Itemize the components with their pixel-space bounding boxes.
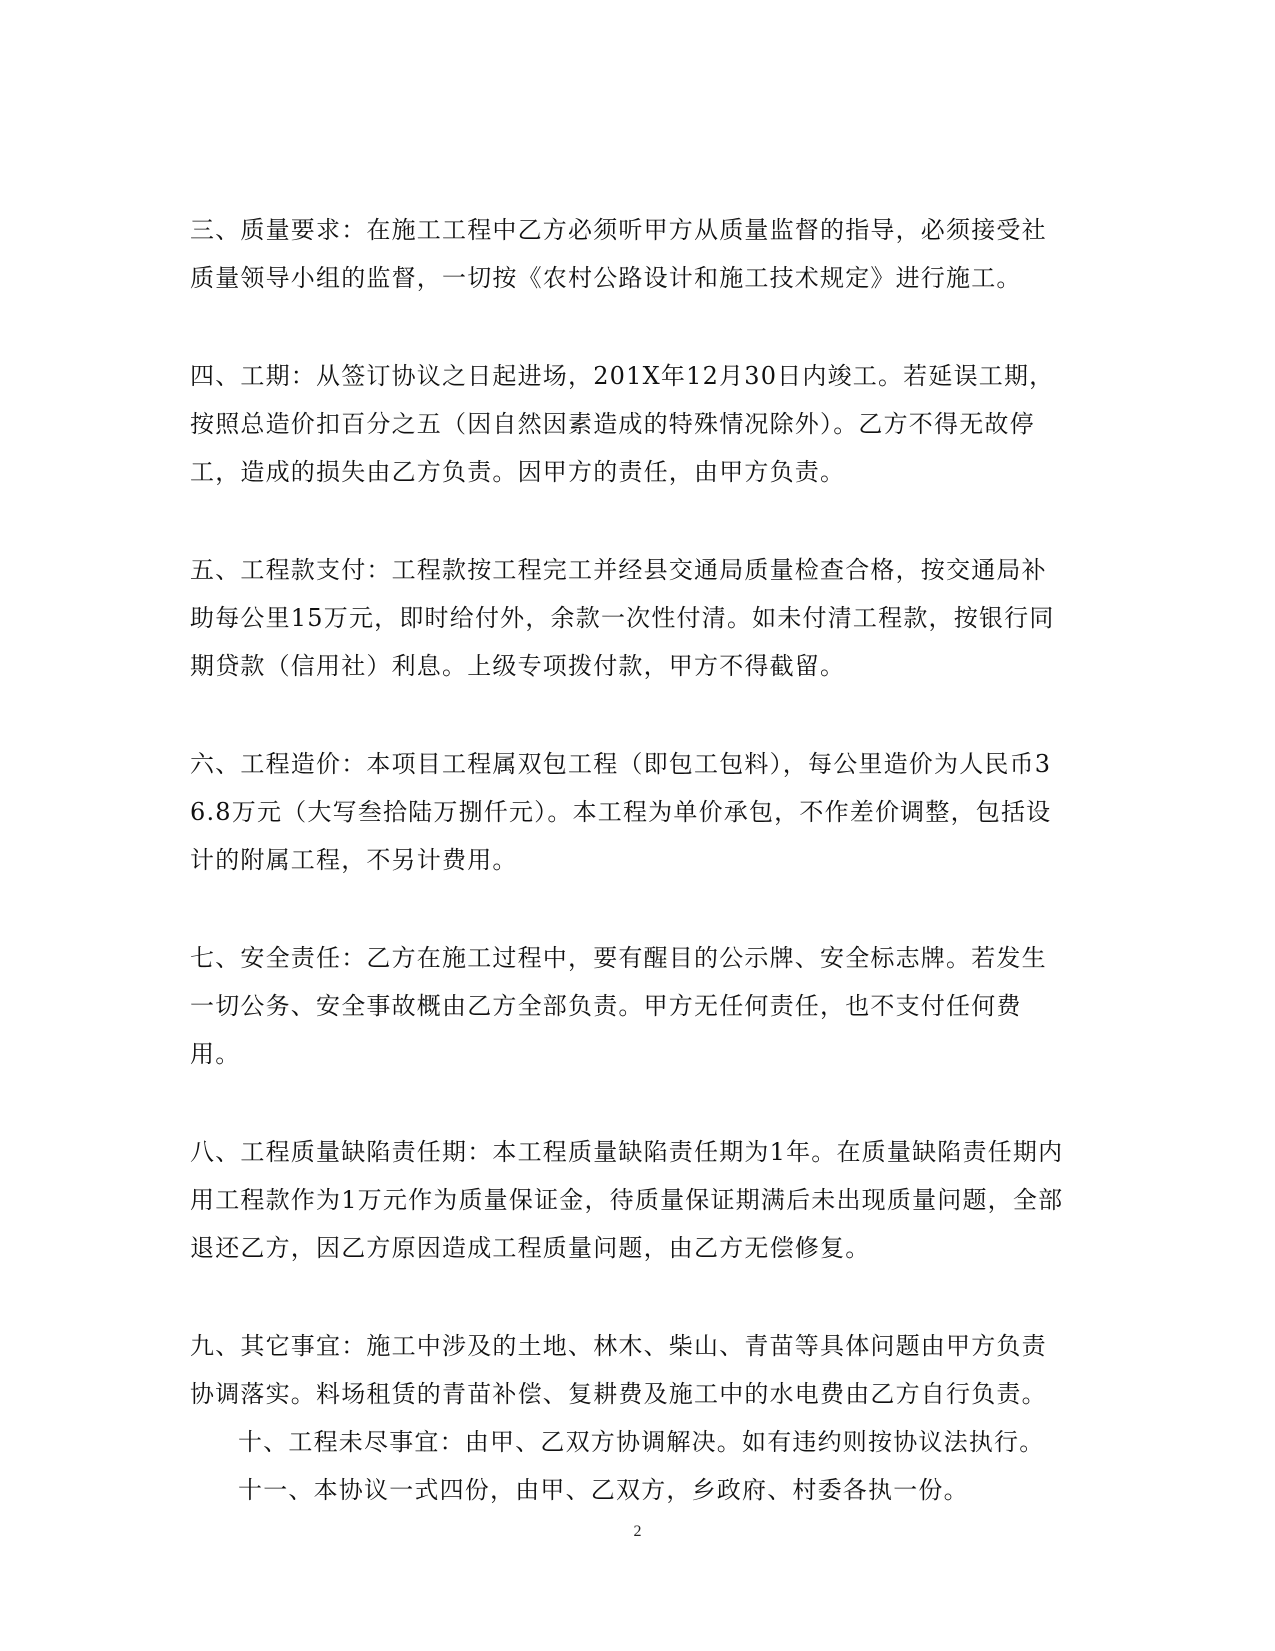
clause-8-warranty: 八、工程质量缺陷责任期：本工程质量缺陷责任期为1年。在质量缺陷责任期内用工程款作为1万元作为质量保证金，待质量保证期满后未出现质量问题，全部退还乙方，因乙方原因造成工程质量问题，由乙方无偿修复。	[190, 1138, 1064, 1262]
clause-5-payment: 五、工程款支付：工程款按工程完工并经县交通局质量检查合格，按交通局补助每公里15万元，即时给付外，余款一次性付清。如未付清工程款，按银行同期贷款（信用社）利息。上级专项拨付款，甲方不得截留。	[190, 556, 1055, 680]
clause-9-other: 九、其它事宜：施工中涉及的土地、林木、柴山、青苗等具体问题由甲方负责协调落实。料场租赁的青苗补偿、复耕费及施工中的水电费由乙方自行负责。	[190, 1332, 1047, 1408]
page-number: 2	[633, 1523, 642, 1540]
clause-10-unresolved: 十、工程未尽事宜：由甲、乙双方协调解决。如有违约则按协议法执行。	[238, 1428, 1045, 1456]
clause-6-cost: 六、工程造价：本项目工程属双包工程（即包工包料），每公里造价为人民币36.8万元（大写叁拾陆万捌仟元）。本工程为单价承包，不作差价调整，包括设计的附属工程，不另计费用。	[190, 750, 1052, 874]
clause-3-quality: 三、质量要求：在施工工程中乙方必须听甲方从质量监督的指导，必须接受社质量领导小组的监督，一切按《农村公路设计和施工技术规定》进行施工。	[190, 216, 1047, 292]
clause-11-copies: 十一、本协议一式四份，由甲、乙双方，乡政府、村委各执一份。	[238, 1476, 969, 1504]
clause-7-safety: 七、安全责任：乙方在施工过程中，要有醒目的公示牌、安全标志牌。若发生一切公务、安全事故概由乙方全部负责。甲方无任何责任，也不支付任何费用。	[190, 944, 1047, 1068]
document-body	[190, 206, 1070, 1514]
clause-4-schedule: 四、工期：从签订协议之日起进场，201X年12月30日内竣工。若延误工期，按照总造价扣百分之五（因自然因素造成的特殊情况除外）。乙方不得无故停工，造成的损失由乙方负责。因甲方的责任，由甲方负责。	[190, 362, 1055, 486]
